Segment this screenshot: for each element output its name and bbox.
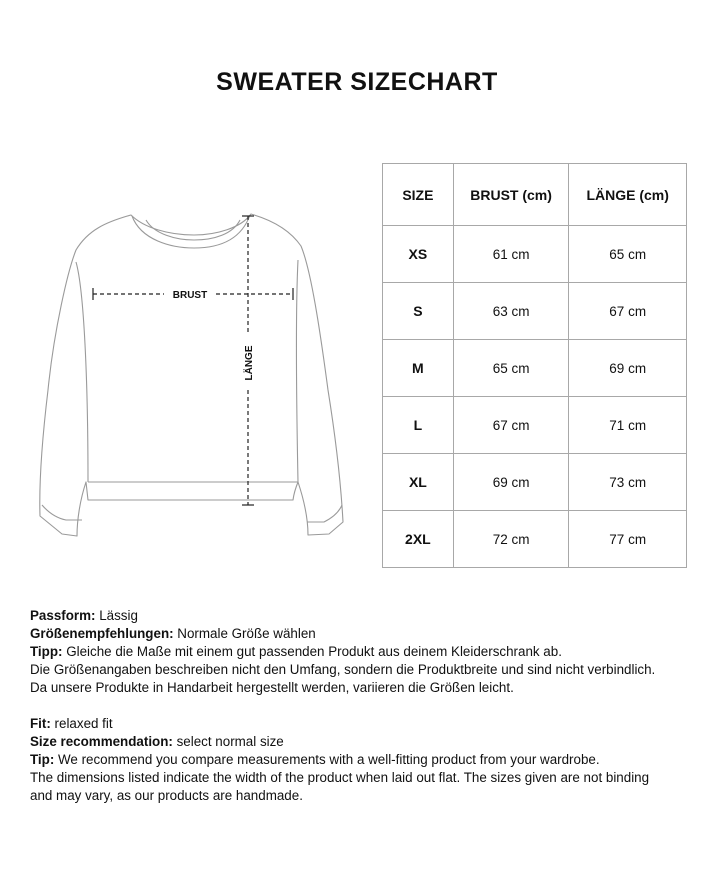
header-laenge: LÄNGE (cm)	[569, 164, 687, 226]
fit-value: relaxed fit	[50, 716, 113, 731]
header-brust: BRUST (cm)	[453, 164, 569, 226]
table-row	[383, 454, 687, 511]
tipp-line	[30, 643, 710, 661]
laenge-cell: 67 cm	[569, 283, 687, 340]
tip-value: We recommend you compare measurements with a well-fitting product from your wardrobe.	[54, 752, 600, 767]
brust-cell: 72 cm	[453, 511, 569, 568]
brust-cell: 67 cm	[453, 397, 569, 454]
size-cell: L	[383, 397, 454, 454]
sweater-neckline	[132, 215, 250, 248]
size-recommendation-label: Size recommendation:	[30, 734, 173, 749]
table-row	[383, 511, 687, 568]
brust-cell: 69 cm	[453, 454, 569, 511]
tip-line	[30, 751, 710, 769]
groessenempfehlung-line	[30, 625, 710, 643]
sweater-diagram	[36, 200, 352, 546]
laenge-cell: 73 cm	[569, 454, 687, 511]
brust-cell: 61 cm	[453, 226, 569, 283]
tipp-label: Tipp:	[30, 644, 63, 659]
notes-en-line-4: The dimensions listed indicate the width of the product when laid out flat. The sizes given are not binding	[30, 770, 650, 785]
size-recommendation-value: select normal size	[172, 734, 284, 749]
size-cell: XS	[383, 226, 454, 283]
notes-section	[30, 607, 710, 805]
page-title: SWEATER SIZECHART	[216, 68, 498, 96]
passform-line	[30, 607, 710, 625]
table-row	[383, 397, 687, 454]
groessenempfehlung-value: Normale Größe wählen	[173, 626, 316, 641]
passform-value: Lässig	[95, 608, 138, 623]
brust-cell: 65 cm	[453, 340, 569, 397]
size-cell: M	[383, 340, 454, 397]
size-recommendation-line	[30, 733, 710, 751]
laenge-cell: 77 cm	[569, 511, 687, 568]
brust-label: BRUST	[172, 290, 208, 301]
laenge-cell: 69 cm	[569, 340, 687, 397]
notes-de-line-5: Da unsere Produkte in Handarbeit hergestellt werden, variieren die Größen leicht.	[30, 680, 514, 695]
size-cell: XL	[383, 454, 454, 511]
header-size: SIZE	[383, 164, 454, 226]
laenge-cell: 65 cm	[569, 226, 687, 283]
table-header-row	[383, 164, 687, 226]
size-table	[382, 163, 687, 568]
table-row	[383, 226, 687, 283]
brust-cell: 63 cm	[453, 283, 569, 340]
table-row	[383, 283, 687, 340]
table-row	[383, 340, 687, 397]
laenge-cell: 71 cm	[569, 397, 687, 454]
tipp-value: Gleiche die Maße mit einem gut passenden Produkt aus deinem Kleiderschrank ab.	[62, 644, 562, 659]
passform-label: Passform:	[30, 608, 96, 623]
groessenempfehlung-label: Größenempfehlungen:	[30, 626, 174, 641]
size-cell: 2XL	[383, 511, 454, 568]
fit-line	[30, 715, 710, 733]
laenge-label: LÄNGE	[244, 345, 255, 381]
notes-en-line-5: and may vary, as our products are handmade.	[30, 788, 303, 803]
size-cell: S	[383, 283, 454, 340]
tip-label: Tip:	[30, 752, 55, 767]
notes-de-line-4: Die Größenangaben beschreiben nicht den Umfang, sondern die Produktbreite und sind nicht verbindlich.	[30, 662, 656, 677]
fit-label: Fit:	[30, 716, 51, 731]
